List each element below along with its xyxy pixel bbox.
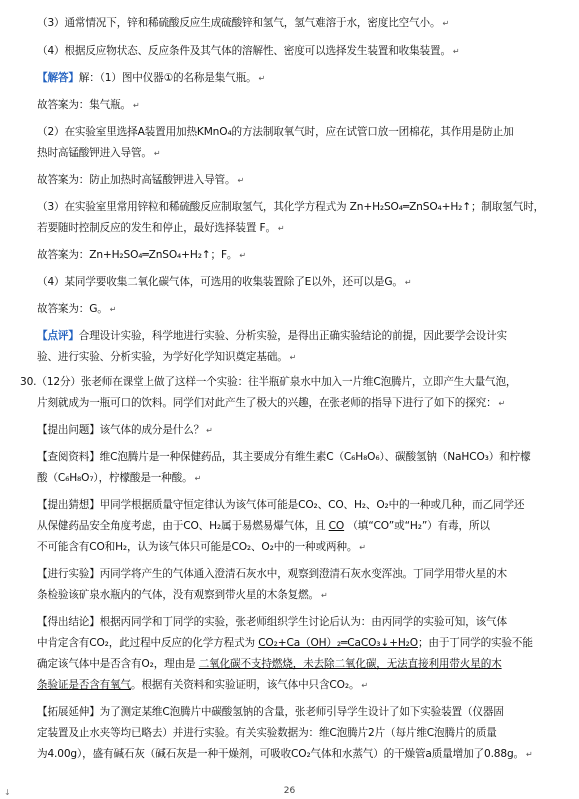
corner-mark: ↓ [4, 788, 11, 797]
text-line: 热时高锰酸钾进入导管。 ↵ [37, 147, 161, 159]
text-line: 若要随时控制反应的发生和停止，最好选择装置 F。 ↵ [37, 222, 285, 234]
guess-tag: 【提出猜想】 [37, 499, 100, 511]
section-extension: 【拓展延伸】为了测定某维C泡腾片中碳酸氢钠的含量，张老师引导学生设计了如下实验装置（仪器固 [37, 706, 504, 718]
text-line: 中肯定含有CO₂，此过程中反应的化学方程式为 CO₂+Ca（OH）₂═CaCO₃↓+H₂O；由于丁同学的实验不能 [37, 637, 533, 649]
text-line: 故答案为：Zn+H₂SO₄═ZnSO₄+H₂↑；F。 ↵ [37, 249, 246, 261]
text-line: 确定该气体中是否含有O₂，理由是 二氧化碳不支持燃烧，未去除二氧化碳，无法直接利用带火星的木 [37, 658, 502, 670]
text-line: （3）在实验室里常用锌粒和稀硫酸反应制取氢气，其化学方程式为 Zn+H₂SO₄═ZnSO₄+H₂↑；制取氢气时， [37, 201, 545, 213]
text-line: 故答案为：G。 ↵ [37, 303, 117, 315]
answer-line: 【解答】解：（1）图中仪器①的名称是集气瓶。 ↵ [37, 72, 266, 84]
text-line: 故答案为：防止加热时高锰酸钾进入导管。 ↵ [37, 174, 244, 186]
experiment-tag: 【进行实验】 [37, 568, 100, 580]
comment-line: 【点评】合理设计实验，科学地进行实验、分析实验，是得出正确实验结论的前提，因此要学会设计实 [37, 330, 507, 342]
section-guess: 【提出猜想】甲同学根据质量守恒定律认为该气体可能是CO₂、CO、H₂、O₂中的一种或几种，而乙同学还 [37, 499, 525, 511]
text-line: （3）通常情况下，锌和稀硫酸反应生成硫酸锌和氢气，氢气难溶于水，密度比空气小。 ↵ [37, 17, 450, 29]
section-info: 【查阅资料】维C泡腾片是一种保健药品，其主要成分有维生素C（C₆H₈O₆）、碳酸氢钠（NaHCO₃）和柠檬 [37, 451, 531, 463]
answer-tag: 【解答】 [37, 72, 79, 84]
extension-tag: 【拓展延伸】 [37, 706, 100, 718]
text-line: （4）某同学要收集二氧化碳气体，可选用的收集装置除了E以外，还可以是G。 ↵ [37, 276, 412, 288]
text-line: 故答案为：集气瓶。 ↵ [37, 99, 140, 111]
text-line: 不可能含有CO和H₂，认为该气体只可能是CO₂、O₂中的一种或两种。 ↵ [37, 541, 366, 553]
conclusion-tag: 【得出结论】 [37, 616, 100, 628]
text-line: 条验证是否含有氧气。根据有关资料和实验证明，该气体中只含CO₂。 ↵ [37, 679, 368, 691]
text-line: 条检验该矿泉水瓶内的气体，没有观察到带火星的木条复燃。 ↵ [37, 589, 328, 601]
answer-blank-co: CO [328, 520, 345, 532]
text-line: 酸（C₆H₈O₇），柠檬酸是一种酸。 ↵ [37, 472, 202, 484]
text-line: （4）根据反应物状态、反应条件及其气体的溶解性、密度可以选择发生装置和收集装置。 ↵ [37, 45, 460, 57]
text-line: 从保健药品安全角度考虑，由于CO、H₂属于易燃易爆气体，且 CO （填“CO”或“H₂”）有毒，所以 [37, 520, 490, 532]
answer-blank-equation: CO₂+Ca（OH）₂═CaCO₃↓+H₂O [258, 637, 418, 649]
question-tag: 【提出问题】 [37, 424, 100, 436]
section-question: 【提出问题】该气体的成分是什么？ ↵ [37, 424, 213, 436]
answer-blank-reason: 二氧化碳不支持燃烧，未去除二氧化碳，无法直接利用带火星的木 [198, 658, 502, 670]
section-experiment: 【进行实验】丙同学将产生的气体通入澄清石灰水中，观察到澄清石灰水变浑浊。丁同学用带火星的木 [37, 568, 507, 580]
text-line: 为4.00g），盛有碱石灰（碱石灰是一种干燥剂，可吸收CO₂气体和水蒸气）的干燥管a质量增加了0.88g。 ↵ [37, 748, 533, 760]
question-30-line: 30.（12分）张老师在课堂上做了这样一个实验：往半瓶矿泉水中加入一片维C泡腾片，立即产生大量气泡， [20, 376, 517, 388]
text-line: 片刻就成为一瓶可口的饮料。同学们对此产生了极大的兴趣，在张老师的指导下进行了如下的探究： ↵ [37, 397, 506, 409]
page-number: 26 [283, 786, 296, 796]
answer-blank-reason-cont: 条验证是否含有氧气 [37, 679, 131, 691]
comment-tag: 【点评】 [37, 330, 79, 342]
text-line: 定装置及止水夹等均已略去）并进行实验。有关实验数据为：维C泡腾片2片（每片维C泡腾片的质量 [37, 727, 497, 739]
info-tag: 【查阅资料】 [37, 451, 100, 463]
text-line: （2）在实验室里选择A装置用加热KMnO₄的方法制取氧气时，应在试管口放一团棉花，其作用是防止加 [37, 126, 514, 138]
text-line: 验、进行实验、分析实验，为学好化学知识奠定基础。 ↵ [37, 351, 297, 363]
section-conclusion: 【得出结论】根据丙同学和丁同学的实验，张老师组织学生讨论后认为：由丙同学的实验可知，该气体 [37, 616, 507, 628]
